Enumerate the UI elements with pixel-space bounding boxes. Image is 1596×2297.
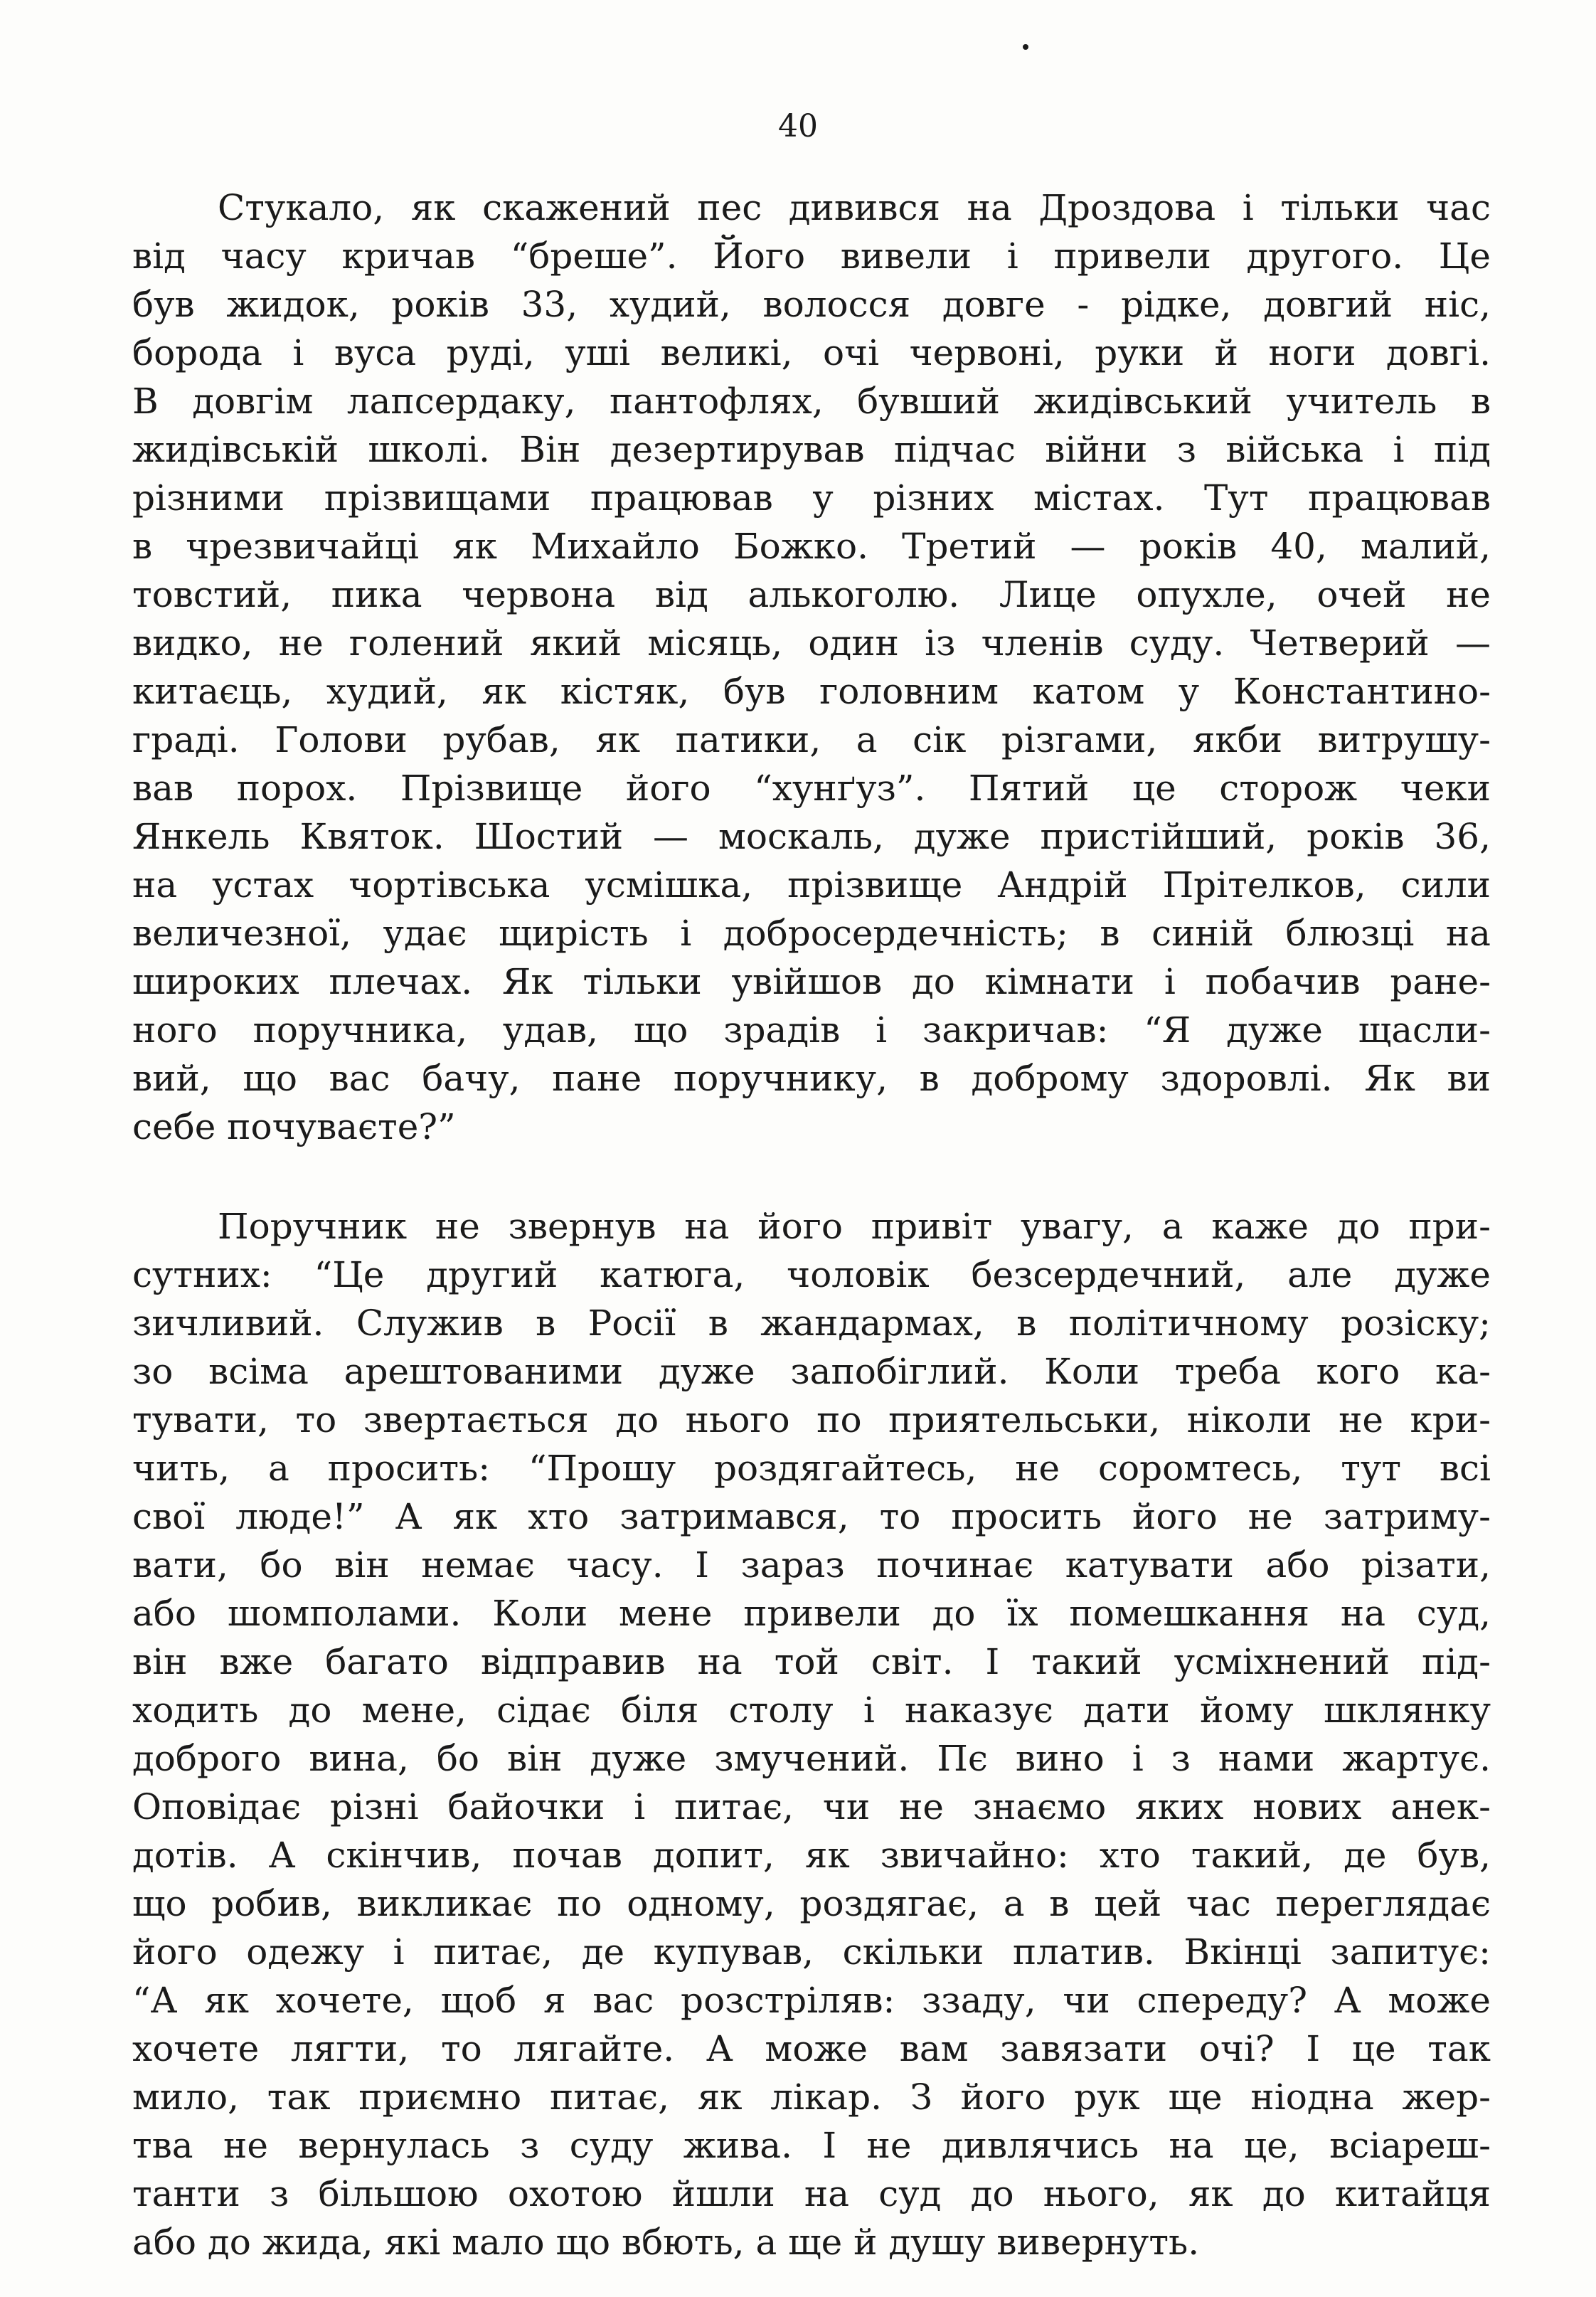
text-line: на устах чортівська усмішка, прізвище Андрій Прітелков, сили	[132, 864, 1491, 906]
text-line: сутних: “Це другий катюга, чоловік безсердечний, але дуже	[132, 1254, 1491, 1295]
page-number: 40	[778, 108, 818, 144]
text-line: борода і вуса руді, уші великі, очі червоні, руки й ноги довгі.	[132, 332, 1491, 373]
text-line: жидівській школі. Він дезертирував підчас війни з війська і під	[132, 429, 1491, 470]
text-line: “А як хочете, щоб я вас розстріляв: ззаду, чи спереду? А може	[132, 1980, 1491, 2021]
text-line: широких плечах. Як тільки увійшов до кімнати і побачив ране-	[132, 961, 1491, 1002]
text-line: мило, так приємно питає, як лікар. З його рук ще ніодна жер-	[132, 2076, 1491, 2118]
text-line: його одежу і питає, де купував, скільки платив. Вкінці запитує:	[132, 1931, 1491, 1973]
text-line: він вже багато відправив на той світ. І такий усміхнений під-	[132, 1641, 1491, 1682]
text-line: Поручник не звернув на його привіт увагу, а каже до при-	[218, 1206, 1491, 1247]
paragraph-1	[132, 184, 1491, 1151]
text-line: Янкель Квяток. Шостий — москаль, дуже пристійший, років 36,	[132, 816, 1491, 857]
text-line: ходить до мене, сідає біля столу і наказує дати йому шклянку	[132, 1689, 1491, 1731]
text-line: вати, бо він немає часу. І зараз починає катувати або різати,	[132, 1544, 1491, 1586]
text-line: тувати, то звертається до нього по приятельськи, ніколи не кри-	[132, 1399, 1491, 1441]
text-line: був жидок, років 33, худий, волосся довге - рідке, довгий ніс,	[132, 284, 1491, 325]
text-line: В довгім лапсердаку, пантофлях, бувший жидівський учитель в	[132, 381, 1491, 422]
text-line: себе почуваєте?”	[132, 1106, 456, 1147]
text-line: зо всіма арештованими дуже запобіглий. Коли треба кого ка-	[132, 1351, 1491, 1392]
print-speck	[1023, 44, 1028, 50]
text-line: що робив, викликає по одному, роздягає, а в цей час переглядає	[132, 1883, 1491, 1924]
text-line: доброго вина, бо він дуже змучений. Пє вино і з нами жартує.	[132, 1738, 1491, 1779]
text-line: чить, а просить: “Прошу роздягайтесь, не соромтесь, тут всі	[132, 1448, 1491, 1489]
text-line: величезної, удає щирість і добросердечність; в синій блюзці на	[132, 913, 1491, 954]
text-line: китаєць, худий, як кістяк, був головним катом у Константино-	[132, 671, 1491, 712]
text-line: різними прізвищами працював у різних містах. Тут працював	[132, 477, 1491, 519]
text-line: зичливий. Служив в Росії в жандармах, в політичному розіску;	[132, 1303, 1491, 1344]
text-line: тва не вернулась з суду жива. І не дивлячись на це, всіареш-	[132, 2125, 1491, 2166]
text-line: ного поручника, удав, що зрадів і закричав: “Я дуже щасли-	[132, 1009, 1491, 1051]
text-line: або шомполами. Коли мене привели до їх помешкання на суд,	[132, 1593, 1491, 1634]
text-line: товстий, пика червона від алькоголю. Лице опухле, очей не	[132, 574, 1491, 615]
text-line: вав порох. Прізвище його “хунґуз”. Пятий це сторож чеки	[132, 768, 1491, 809]
text-line: або до жида, які мало що вбють, а ще й душу вивернуть.	[132, 2222, 1200, 2263]
text-line: граді. Голови рубав, як патики, а сік різгами, якби витрушу-	[132, 719, 1491, 760]
text-line: танти з більшою охотою йшли на суд до нього, як до китайця	[132, 2173, 1491, 2214]
text-line: Оповідає різні байочки і питає, чи не знаємо яких нових анек-	[132, 1786, 1491, 1827]
text-line: в чрезвичайці як Михайло Божко. Третий — років 40, малий,	[132, 526, 1491, 567]
text-line: свої люде!” А як хто затримався, то просить його не затриму-	[132, 1496, 1491, 1537]
text-line: Стукало, як скажений пес дивився на Дроздова і тільки час	[218, 187, 1491, 228]
text-line: видко, не голений який місяць, один із членів суду. Четверий —	[132, 622, 1491, 664]
text-line: вий, що вас бачу, пане поручнику, в доброму здоровлі. Як ви	[132, 1058, 1491, 1099]
text-line: дотів. А скінчив, почав допит, як звичайно: хто такий, де був,	[132, 1835, 1491, 1876]
text-line: від часу кричав “бреше”. Його вивели і привели другого. Це	[132, 235, 1491, 277]
paragraph-2	[132, 1202, 1491, 2266]
text-line: хочете лягти, то лягайте. А може вам завязати очі? І це так	[132, 2028, 1491, 2069]
